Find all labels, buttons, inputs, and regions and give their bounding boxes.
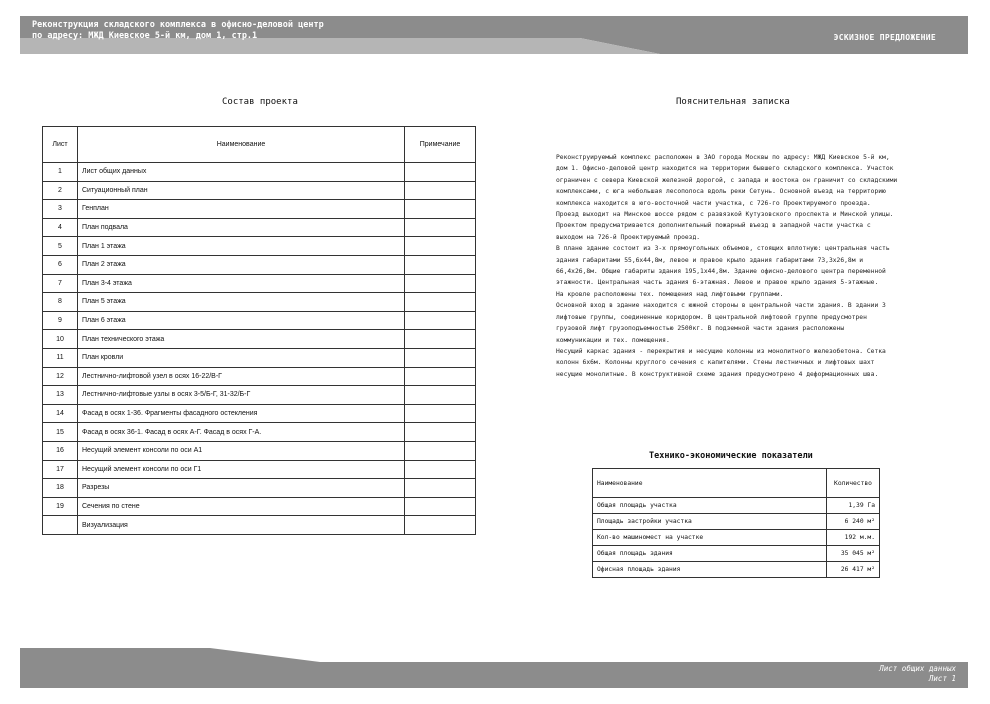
header-band [20,16,968,54]
table-row [43,293,476,312]
note-line: Несущий каркас здания - перекрытия и несущие колонны из монолитного железобетона. Сетка [556,347,886,355]
col-name: Наименование [78,127,405,163]
table-row [593,562,880,578]
note-line: грузовой лифт грузоподъемностью 2500кг. В подземной части здания расположены [556,325,845,333]
tep-header-row [593,469,880,498]
note-line: ограничен с севера Киевской железной дорогой, с запада и востока он граничит со складскими [556,176,898,184]
note-line: колонн 6х6м. Колонны круглого сечения с капителями. Стены лестничных и лифтовых шахт [556,359,875,367]
sheet-name-cell: Фасад в осях 1-36. Фрагменты фасадного остекления [78,404,405,423]
sheet-name-cell: План подвала [78,218,405,237]
table-row [43,237,476,256]
indicator-name: Общая площадь здания [593,546,827,562]
note-line: комплекса находится в юго-восточной части участка, с 726-го Проектируемого проезда. [556,199,871,207]
note-line: комплексами, с юга небольшая лесополоса вдоль реки Сетунь. Основной въезд на территорию [556,188,886,196]
note-cell [405,348,476,367]
table-row [43,200,476,219]
sheet-name-cell: План кровли [78,348,405,367]
sheet-number-cell: 4 [43,218,78,237]
table-row [593,530,880,546]
composition-table [42,126,476,535]
sheet-number-cell: 14 [43,404,78,423]
sheet-name-cell: План 1 этажа [78,237,405,256]
indicator-name: Кол-во машиномест на участке [593,530,827,546]
table-row [593,514,880,530]
sheet-number-cell: 3 [43,200,78,219]
footer-band-shape [20,648,968,688]
sheet-number-cell: 7 [43,274,78,293]
note-cell [405,274,476,293]
sheet-name-cell: План 6 этажа [78,311,405,330]
note-cell [405,218,476,237]
indicator-value: 35 045 м² [827,546,880,562]
table-row [43,181,476,200]
sheet-number-cell [43,516,78,535]
composition-heading: Состав проекта [222,97,298,107]
note-line: Реконструируемый комплекс расположен в ЗАО города Москвы по адресу: МЖД Киевское 5-й км, [556,154,890,161]
note-cell [405,311,476,330]
sheet-name: Лист общих данных [879,664,956,673]
indicator-value: 1,39 Га [827,498,880,514]
table-row [593,498,880,514]
sheet-number-cell: 6 [43,255,78,274]
sheet-number-cell: 17 [43,460,78,479]
tep-table [592,468,880,578]
sheet-number-cell: 15 [43,423,78,442]
note-cell [405,237,476,256]
note-line: На кровле расположены тех. помещения над лифтовыми группами. [556,290,784,298]
tep-col-name: Наименование [593,469,827,498]
table-row [43,497,476,516]
note-cell [405,479,476,498]
indicator-name: Площадь застройки участка [593,514,827,530]
table-row [43,516,476,535]
sheet-name-cell: План 3-4 этажа [78,274,405,293]
table-row [43,163,476,182]
note-line: выходом на 726-й Проектируемый проезд. [556,233,701,241]
sheet-name-cell: Несущий элемент консоли по оси Г1 [78,460,405,479]
table-row [43,311,476,330]
sheet-number-cell: 8 [43,293,78,312]
sheet-number-cell: 16 [43,441,78,460]
note-cell [405,460,476,479]
note-line: лифтовые группы, соединенные коридором. В центральной лифтовой группе предусмотрен [556,313,867,321]
note-line: здания габаритами 55,6х44,8м, левое и правое крыло здания габаритами 73,3х26,8м и [556,256,864,264]
note-line: коммуникации и тех. помещения. [556,336,670,344]
sheet-name-cell: Лист общих данных [78,163,405,182]
project-title: Реконструкция складского комплекса в офисно-деловой центр по адресу: МЖД Киевское 5-й км, дом 1, стр.1 [32,20,324,41]
sheet-number-cell: 18 [43,479,78,498]
table-row [43,423,476,442]
sheet-name-cell: Фасад в осях 36-1. Фасад в осях А-Г. Фасад в осях Г-А. [78,423,405,442]
note-cell [405,367,476,386]
table-row [43,367,476,386]
note-cell [405,330,476,349]
sheet-number-cell: 12 [43,367,78,386]
note-cell [405,423,476,442]
table-row [43,348,476,367]
note-line: Проезд выходит на Минское шоссе рядом с развязкой Кутузовского проспекта и Минской улицы. [556,211,894,219]
sheet-name-cell: Разрезы [78,479,405,498]
note-line: 66,4х26,8м. Общие габариты здания 195,1х44,8м. Здание офисно-делового центра переменной [556,268,886,276]
note-cell [405,181,476,200]
sheet-name-cell: Генплан [78,200,405,219]
indicator-value: 192 м.м. [827,530,880,546]
table-row [43,386,476,405]
table-row [593,546,880,562]
col-sheet: Лист [43,127,78,163]
note-line: несущие монолитные. В конструктивной схеме здания предусмотрено 4 деформационных шва. [556,370,879,378]
sheet-name-cell: Лестнично-лифтовые узлы в осях 3-5/Б-Г, 31-32/Б-Г [78,386,405,405]
col-note: Примечание [405,127,476,163]
indicator-name: Общая площадь участка [593,498,827,514]
sheet-number-cell: 13 [43,386,78,405]
note-text [556,152,924,380]
sheet-name-cell: Лестнично-лифтовой узел в осях 16-22/В-Г [78,367,405,386]
indicator-value: 26 417 м² [827,562,880,578]
sheet-name-cell: Визуализация [78,516,405,535]
table-row [43,404,476,423]
note-cell [405,497,476,516]
sheet-number-cell: 2 [43,181,78,200]
note-cell [405,386,476,405]
sheet-name-cell: Несущий элемент консоли по оси А1 [78,441,405,460]
sheet-number: Лист 1 [928,674,956,683]
sheet-name-cell: План 5 этажа [78,293,405,312]
sheet-name-cell: Ситуационный план [78,181,405,200]
note-line: этажности. Центральная часть здания 6-этажная. Левое и правое крыло здания 5-этажные. [556,279,879,287]
sheet-number-cell: 19 [43,497,78,516]
table-row [43,255,476,274]
note-cell [405,255,476,274]
sheet-number-cell: 1 [43,163,78,182]
tep-col-value: Количество [827,469,880,498]
sheet-number-cell: 9 [43,311,78,330]
sheet-name-cell: План 2 этажа [78,255,405,274]
tep-heading: Технико-экономические показатели [649,451,813,461]
note-cell [405,163,476,182]
note-cell [405,404,476,423]
note-line: дом 1. Офисно-деловой центр находится на территории бывшего складского комплекса. Участок [556,165,894,173]
table-row [43,218,476,237]
note-heading: Пояснительная записка [676,97,790,107]
table-row [43,460,476,479]
indicator-value: 6 240 м² [827,514,880,530]
table-row [43,274,476,293]
sheet-number-cell: 5 [43,237,78,256]
sheet-name-cell: Сечения по стене [78,497,405,516]
note-cell [405,441,476,460]
sheet-name-cell: План технического этажа [78,330,405,349]
table-row [43,479,476,498]
indicator-name: Офисная площадь здания [593,562,827,578]
note-cell [405,200,476,219]
table-row [43,330,476,349]
note-line: В плане здание состоит из 3-х прямоугольных объемов, стоящих вплотную: центральная часть [556,245,890,253]
table-row [43,441,476,460]
footer-band [20,648,968,688]
sheet-number-cell: 11 [43,348,78,367]
note-line: Основной вход в здание находится с южной стороны в центральной части здания. В здании 3 [556,302,886,310]
note-cell [405,293,476,312]
note-line: Проектом предусматривается дополнительный пожарный въезд в западной части участка с [556,222,871,230]
stage-label: ЭСКИЗНОЕ ПРЕДЛОЖЕНИЕ [833,33,936,42]
note-cell [405,516,476,535]
sheet-number-cell: 10 [43,330,78,349]
